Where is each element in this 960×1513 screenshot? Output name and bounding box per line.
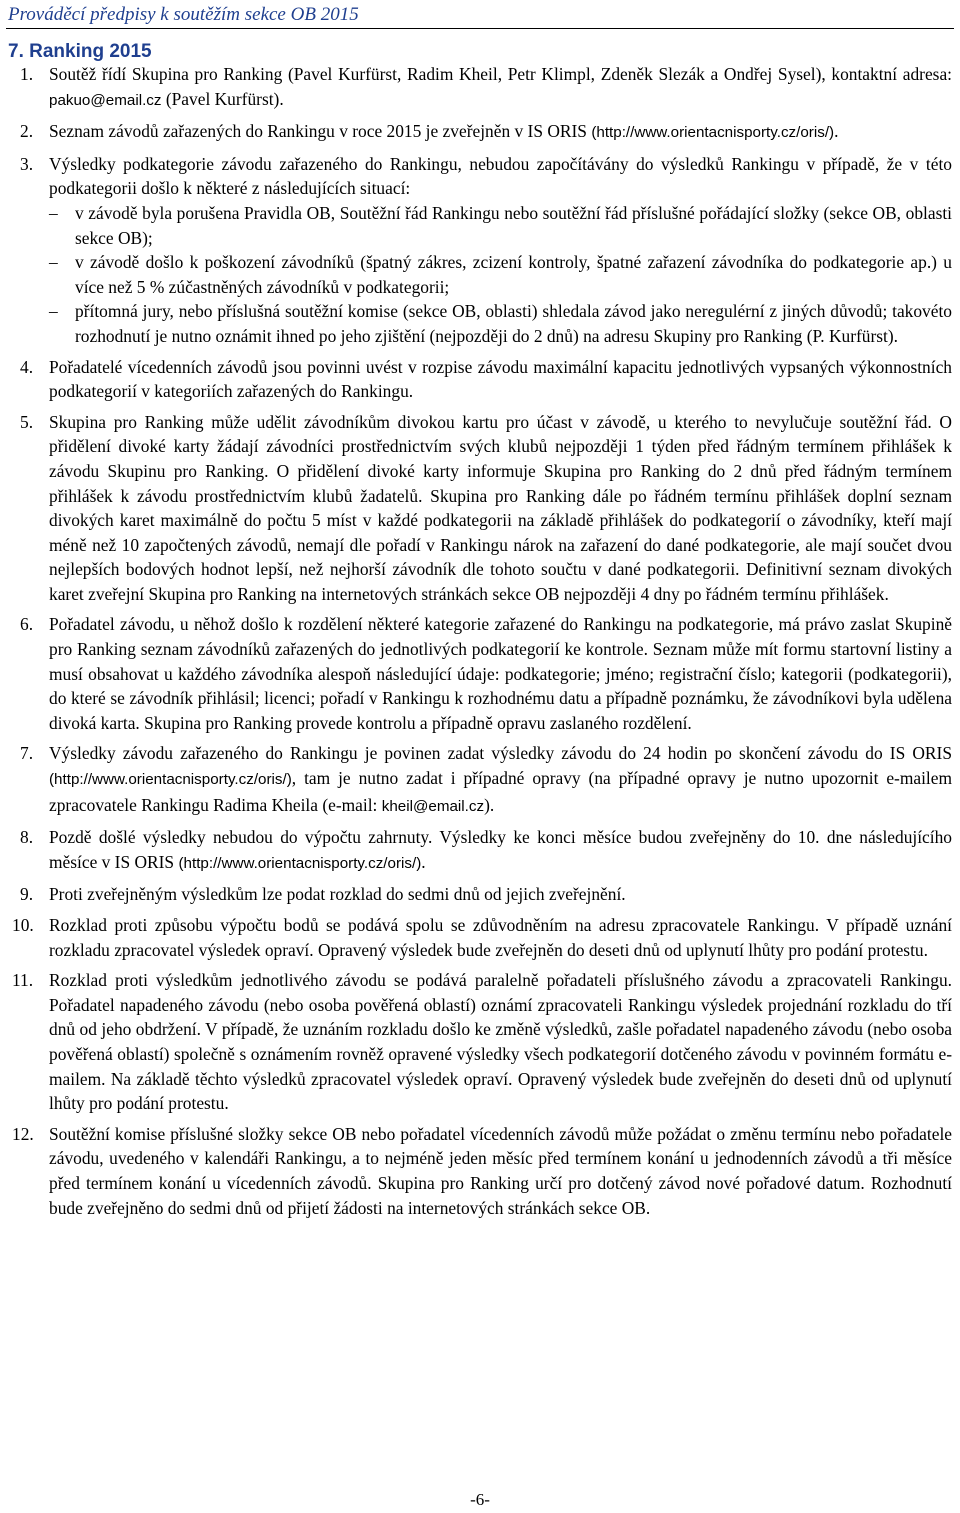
processor-email[interactable]: kheil@email.cz	[381, 797, 485, 815]
oris-link[interactable]: (http://www.orientacnisporty.cz/oris/)	[178, 854, 422, 872]
item-text: Rozklad proti způsobu výpočtu bodů se podává spolu se zdůvodněním na adresu zpracovatele Rankingu. V případě uznání rozkladu zpracovatel výsledek opraví. Opravený výsledek bude zveřejněn do deseti dnů od uplynutí lhůty pro podání protestu.	[49, 915, 952, 960]
item-text: Soutěžní komise příslušné složky sekce OB nebo pořadatel vícedenních závodů může požádat o změnu termínu nebo pořadatele závodu, uvedeného v kalendáři Rankingu, a to nejméně jeden měsíc před termínem konání u jednodenních závodů a tři měsíce před termínem konání u vícedenních závodů. Skupina pro Ranking určí pro dotčený závod nové pořadové datum. Rozhodnutí bude zveřejněno do sedmi dnů od přijetí žádosti na internetových stránkách sekce OB.	[49, 1123, 952, 1218]
item-number: 9.	[20, 884, 34, 905]
item-text: Skupina pro Ranking může udělit závodníkům divokou kartu pro účast v závodě, u kterého to nevylučuje soutěžní řád. O přidělení divoké karty žádají závodníci prostřednictvím svých klubů nejpozději 1 týden před řádným termínem přihlášek k závodu Skupinu pro Ranking. O přidělení divoké karty informuje Skupina pro Ranking do 2 dnů před řádným termínem přihlášek k závodu prostřednictvím klubů žadatelů. Skupina pro Ranking dále po řádném termínu přihlášek doplní seznam divokých karet maximálně do počtu 5 míst v každé podkategorii na základě přihlášek do podkategorií o závodníky, kteří mají méně než 10 započtených závodů, nemají dle pořadí v Rankingu nárok na zařazení do dané podkategorie, ale mají součet dvou nejlepších bodových hodnot lepší, než nejhorší závodník dle tohoto součtu v dané podkategorii. Definitivní seznam divokých karet zveřejní Skupina pro Ranking na internetových stránkách sekce OB nejpozději 4 dny po řádném termínu přihlášek.	[49, 411, 952, 604]
item-text: Výsledky závodu zařazeného do Rankingu je povinen zadat výsledky závodu do 24 hodin po skončení závodu do IS ORIS	[49, 743, 952, 764]
rule-item-4	[0, 355, 960, 404]
item-number: 8.	[20, 827, 34, 848]
item-text: Rozklad proti výsledkům jednotlivého závodu se podává paralelně pořadateli příslušného závodu a zpracovateli Rankingu. Pořadatel napadeného závodu (nebo osoba pověřená oblastí) oznámí zpracovateli Rankingu výsledek projednání rozkladu do tří dnů od jeho obdržení. V případě, že uznáním rozkladu došlo ke změně výsledků, zašle pořadatel napadeného závodu (nebo osoba pověřená oblastí) společně s oznámením rovněž opravené výsledky všech podkategorií dotčeného závodu v povinném formátu e-mailem. Na základě těchto výsledků zpracovatel výsledek opraví. Opravený výsledek bude zveřejněn do deseti dnů od uplynutí lhůty pro podání protestu.	[49, 970, 952, 1114]
situations-list	[0, 201, 960, 349]
item-text: Výsledky podkategorie závodu zařazeného do Rankingu, nebudou započítávány do výsledků Rankingu v případě, že v této podkategorii došlo k některé z následujících situací:	[49, 153, 952, 199]
rule-item-1	[0, 62, 960, 113]
oris-link[interactable]: (http://www.orientacnisporty.cz/oris/)	[49, 771, 292, 789]
item-number: 12.	[12, 1123, 34, 1144]
item-number: 4.	[20, 356, 34, 377]
item-number: 10.	[12, 915, 34, 935]
item-text: Soutěž řídí Skupina pro Ranking (Pavel Kurfürst, Radim Kheil, Petr Klimpl, Zdeněk Slezák a Ondřej Sysel), kontaktní adresa:	[49, 64, 952, 84]
rule-item-11	[0, 968, 960, 1116]
rule-item-2	[0, 119, 960, 146]
item-number: 6.	[20, 614, 34, 635]
section-title: 7. Ranking 2015	[8, 41, 152, 62]
item-number: 1.	[20, 64, 34, 84]
dash-bullet: –	[49, 301, 58, 322]
running-header: Prováděcí předpisy k soutěžím sekce OB 2015	[8, 4, 359, 25]
rule-item-9	[0, 882, 960, 907]
item-text-tail: (Pavel Kurfürst).	[161, 88, 284, 109]
item-text: Pozdě došlé výsledky nebudou do výpočtu zahrnuty. Výsledky ke konci měsíce budou zveřejněny do 10. dne následujícího měsíce v IS ORIS	[49, 827, 952, 872]
dash-bullet: –	[49, 202, 58, 223]
rule-item-8	[0, 825, 960, 876]
rule-item-3	[0, 152, 960, 201]
rule-item-10	[0, 913, 960, 962]
item-text: Pořadatel závodu, u něhož došlo k rozdělení některé kategorie zařazené do Rankingu na podkategorie, má právo zaslat Skupině pro Ranking seznam závodníků zařazených do jednotlivých podkategorií ke kontrole. Seznam může mít formu startovní listiny a musí obsahovat u každého závodníka alespoň následující údaje: podkategorie; jméno; registrační číslo; kategorii (podkategorii), do které se závodník přihlásil; licenci; pořadí v Rankingu k rozhodnému datu a případně poznámku, že závodníkovi byla udělena divoká karta. Skupina pro Ranking provede kontrolu a případně opravu zaslaného rozdělení.	[49, 614, 952, 733]
dash-bullet: –	[49, 252, 58, 273]
item-text-tail: ).	[484, 794, 495, 815]
item-text: Pořadatelé vícedenních závodů jsou povinni uvést v rozpise závodu maximální kapacitu jednotlivých vypsaných výkonnostních podkategorií v kategoriích zařazených do Rankingu.	[49, 356, 952, 402]
rules-list	[0, 62, 960, 1220]
rule-item-12	[0, 1122, 960, 1220]
situation-item-2	[49, 250, 952, 299]
item-number: 7.	[20, 743, 34, 764]
situation-item-3	[49, 299, 952, 348]
situation-item-1	[49, 201, 952, 250]
item-number: 3.	[20, 153, 34, 174]
rule-item-5	[0, 410, 960, 607]
item-text: Proti zveřejněným výsledkům lze podat rozklad do sedmi dnů od jejich zveřejnění.	[49, 884, 626, 905]
item-number: 5.	[20, 411, 34, 432]
situation-text: v závodě byla porušena Pravidla OB, Soutěžní řád Rankingu nebo soutěžní řád příslušné pořádající složky (sekce OB, oblasti sekce OB);	[75, 202, 952, 248]
rule-item-7	[0, 741, 960, 819]
item-number: 2.	[20, 121, 34, 142]
contact-email[interactable]: pakuo@email.cz	[49, 91, 162, 109]
oris-link[interactable]: (http://www.orientacnisporty.cz/oris/)	[591, 124, 835, 142]
item-text-tail: .	[421, 851, 426, 872]
item-text-tail: .	[834, 121, 839, 142]
rule-item-6	[0, 612, 960, 735]
situation-text: přítomná jury, nebo příslušná soutěžní komise (sekce OB, oblasti) shledala závod jako neregulérní z jiných důvodů; takovéto rozhodnutí je nutno oznámit ihned po jeho zjištění (nejpozději do 2 dnů) na adresu Skupiny pro Ranking (P. Kurfürst).	[75, 301, 952, 346]
item-number: 11.	[12, 970, 34, 991]
situation-text: v závodě došlo k poškození závodníků (špatný zákres, zcizení kontroly, špatné zařazení závodníka do podkategorie ap.) u více než 5 % zúčastněných závodníků v podkategorii;	[75, 252, 952, 297]
header-rule	[6, 28, 954, 29]
item-text: Seznam závodů zařazených do Rankingu v roce 2015 je zveřejněn v IS ORIS	[49, 121, 592, 142]
page-number: -6-	[470, 1490, 490, 1509]
item-text-continued: , tam je nutno zadat i případné opravy (na případné opravy je nutno upozornit e-mailem zpracovatele Rankingu Radima Kheila (e-mail:	[49, 768, 952, 815]
